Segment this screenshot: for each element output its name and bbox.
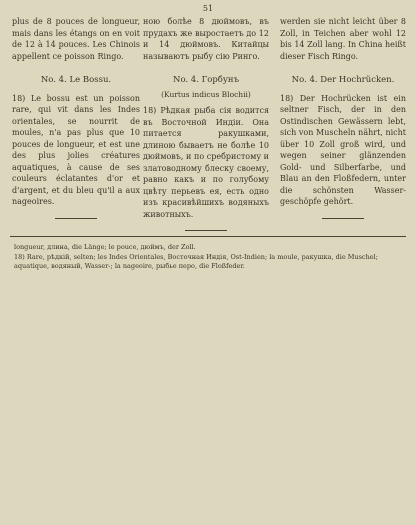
russian-body: 18) Рѣдкая рыба сія водится въ Восточной Индіи. Она питается ракушками, длиною бываетъ не болѣе 10 дюймовъ, и по сребристому и златоводному блеску своему, равно какъ и по голубому цвѣту перьевъ ея, есть одно изъ красивѣйшихъ водяныхъ животныхъ. [143,106,269,219]
german-divider [322,218,364,219]
french-top-text: plus de 8 pouces de longueur, mais dans les étangs on en voit de 12 à 14 pouces. Les Chinois appellent ce poisson Ringo. [12,17,140,61]
footnote-line-1: longueur, длина, die Länge; le pouce, дюймъ, der Zoll. [14,243,196,251]
russian-subheading: (Kurtus indicus Blochii) [161,89,251,99]
footnote-separator [10,236,406,237]
german-body: 18) Der Hochrücken ist ein seltner Fisch, der in den Ostindischen Gewässern lebt, sich von Muscheln nährt, nicht über 10 Zoll groß wird, und wegen seiner glänzenden Gold- und Silberfarbe, und Blau an den Floßfedern, unter die schönsten Wassergeschöpfe gehört. [280,93,406,206]
german-top-text: werden sie nicht leicht über 8 Zoll, in Teichen aber wohl 12 bis 14 Zoll lang. In China heißt dieser Fisch Ringo. [280,17,406,61]
footnote-line-2: 18) Rare, рѣдкій, selten; les Indes Orientales, Восточная Индія, Ost-Indien; la moule, ракушка, die Muschel; aquatique, водяный, Wasser-; la nageoire, рыбье перо, die Floßfeder. [14,252,378,270]
german-column [280,16,406,219]
french-heading: No. 4. Le Bossu. [40,75,112,85]
footnotes [14,243,404,272]
russian-column [143,16,269,231]
french-body: 18) Le bossu est un poisson rare, qui vit dans les Indes orientales, se nourrit de moules, n'a pas plus que 10 pouces de longueur, et est une des plus jolies créatures aquatiques, à cause de ses couleurs éclatantes d'or et d'argent, et du bleu qu'il a aux nageoires. [12,93,140,206]
french-column [12,16,140,219]
russian-top-text: ною болѣе 8 дюймовъ, въ прудахъ же выростаетъ до 12 и 14 дюймовъ. Китайцы называютъ рыбу сію Ринго. [143,17,269,61]
german-heading: No. 4. Der Hochrücken. [291,75,395,85]
russian-heading: No. 4. Горбунъ [173,75,239,85]
russian-divider [185,230,227,231]
page-number: 51 [202,4,214,13]
french-divider [55,218,97,219]
